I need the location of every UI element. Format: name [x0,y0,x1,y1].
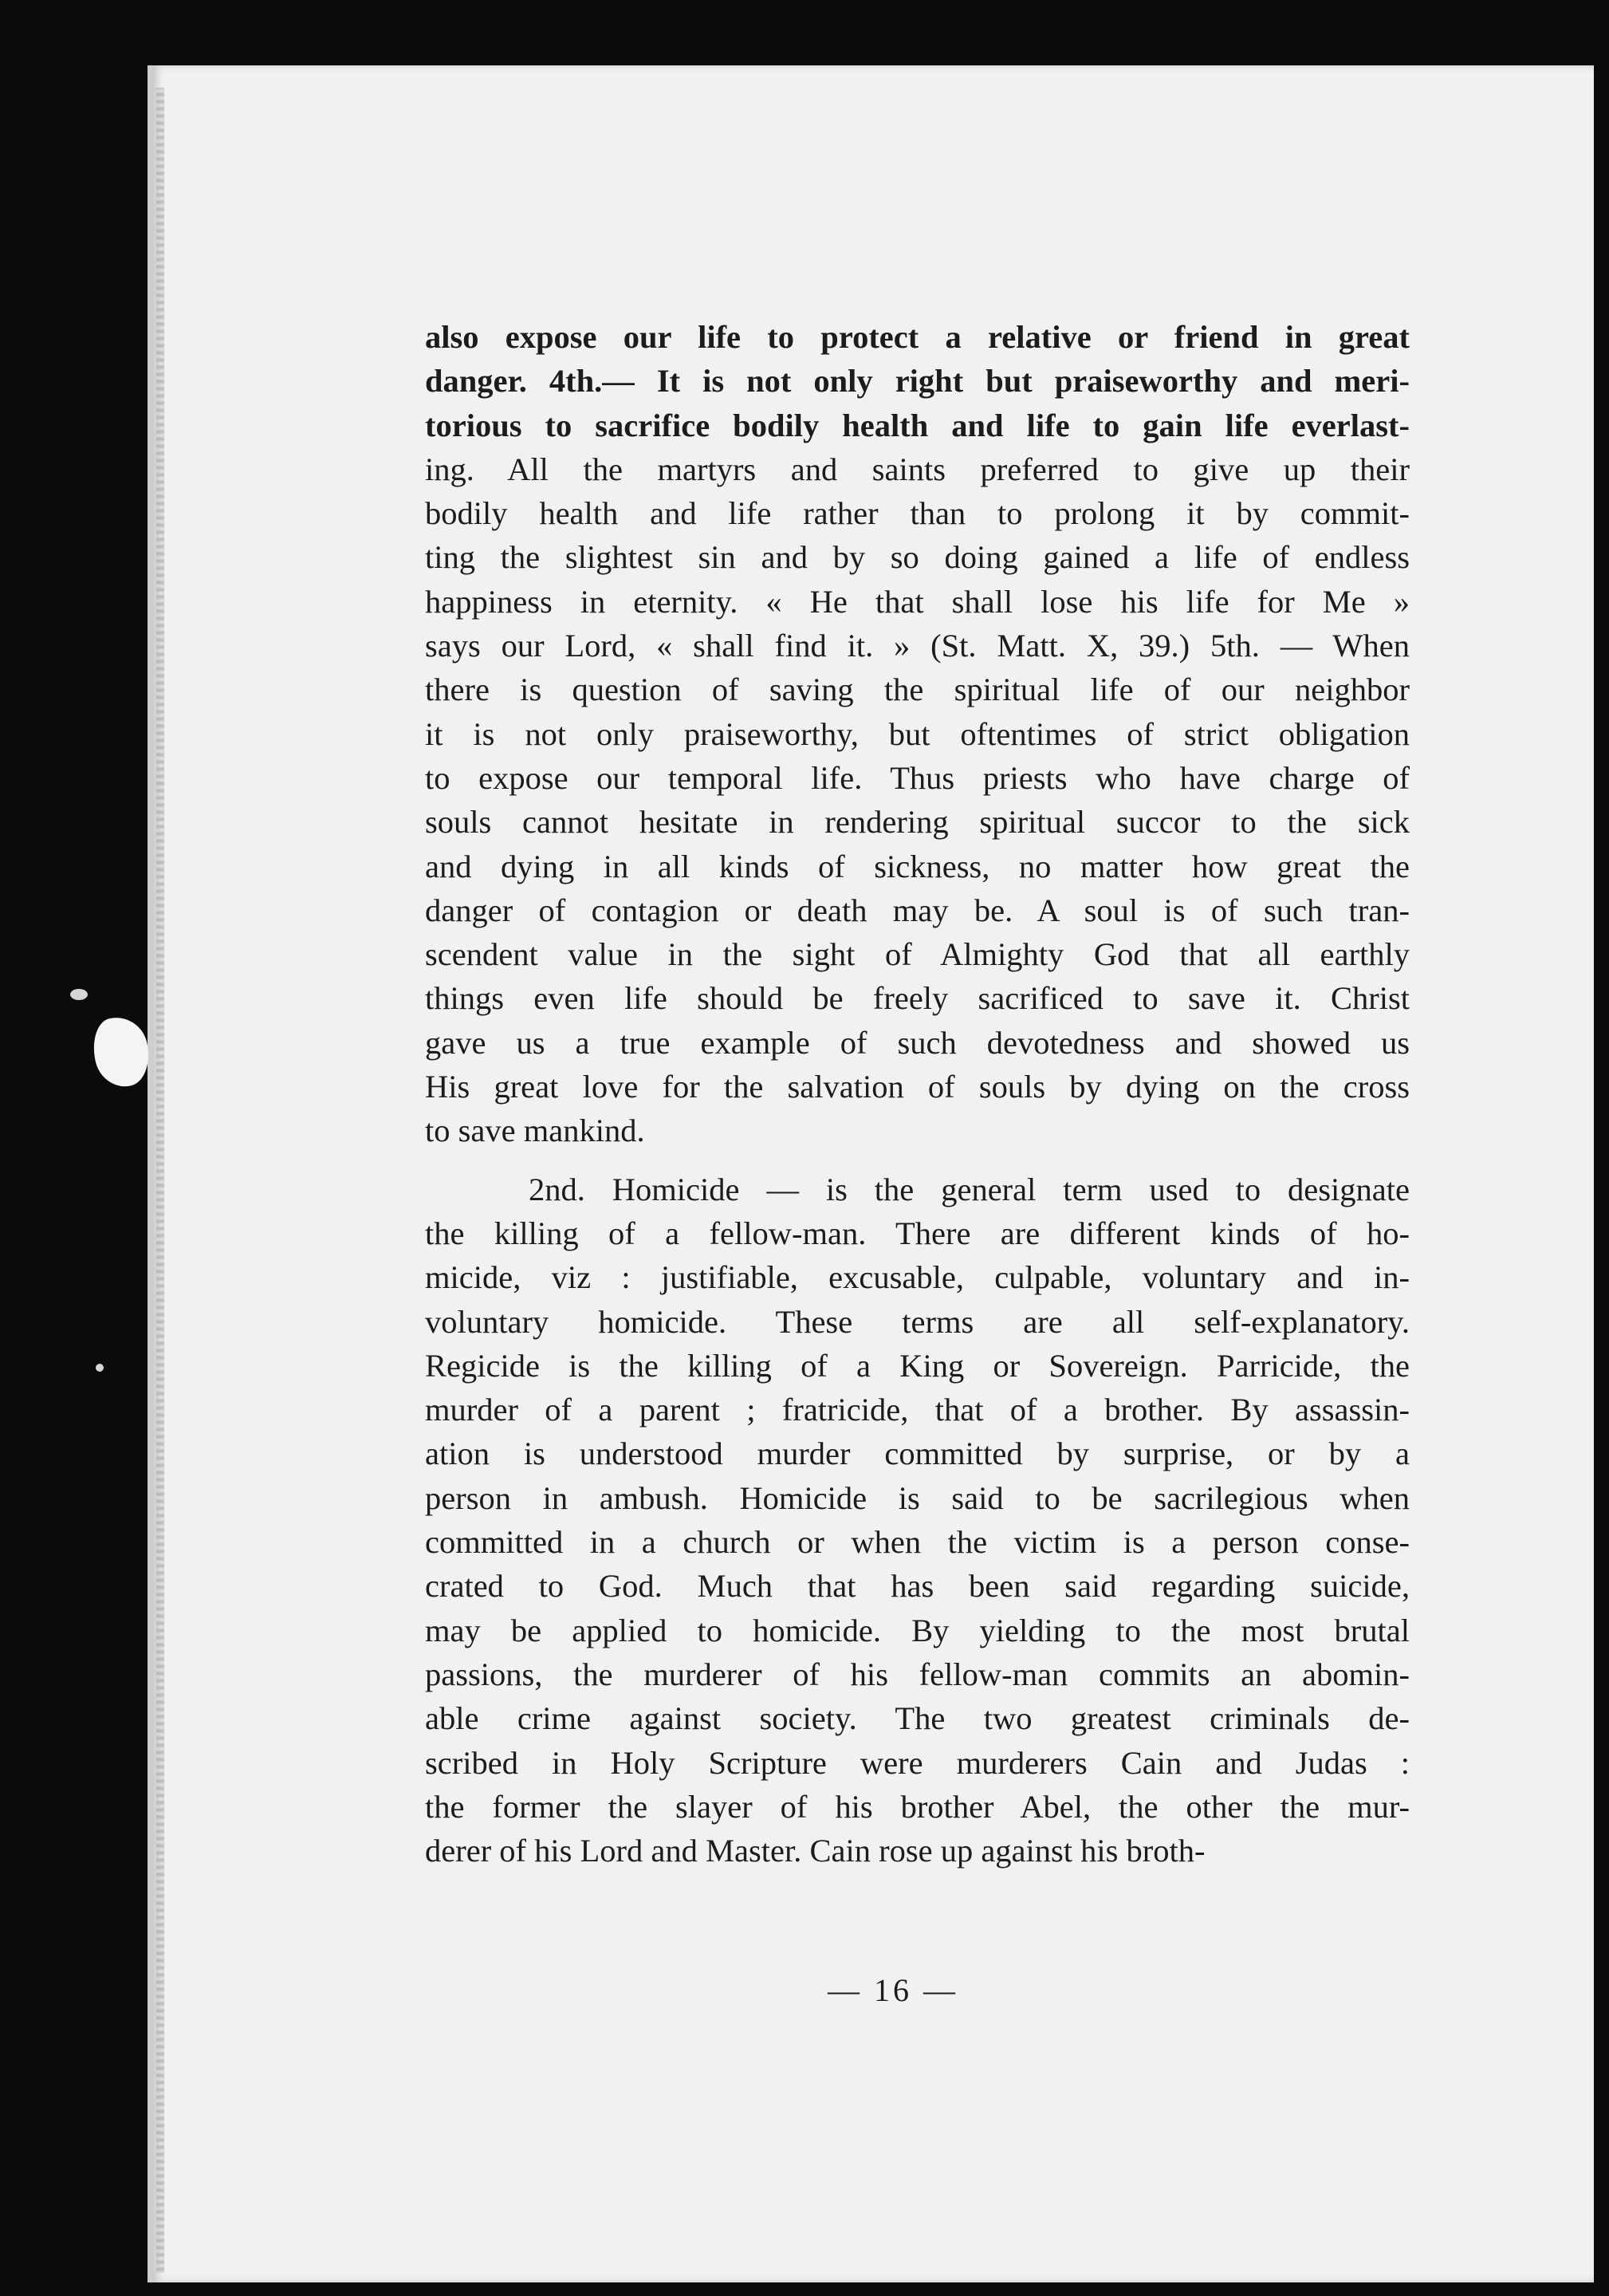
text-line: able crime against society. The two greatest criminals de- [425,1700,1410,1737]
text-line: danger of contagion or death may be. A soul is of such tran- [425,892,1410,928]
text-line: Regicide is the killing of a King or Sovereign. Parricide, the [425,1347,1410,1384]
text-line: passions, the murderer of his fellow-man commits an abomin- [425,1656,1410,1692]
text-line: it is not only praiseworthy, but oftentimes of strict obligation [425,715,1410,752]
text-line: His great love for the salvation of souls by dying on the cross [425,1069,1410,1105]
text-line: says our Lord, « shall find it. » (St. Matt. X, 39.) 5th. — When [425,628,1410,664]
body-text [425,315,1410,1873]
text-line: and dying in all kinds of sickness, no matter how great the [425,848,1410,884]
text-line: 2nd. Homicide — is the general term used to designate [529,1171,1410,1207]
text-line: souls cannot hesitate in rendering spiritual succor to the sick [425,804,1410,841]
text-line: danger. 4th.— It is not only right but praiseworthy and meri- [425,363,1410,400]
text-line: derer of his Lord and Master. Cain rose up against his broth- [425,1833,1206,1869]
text-line: micide, viz : justifiable, excusable, culpable, voluntary and in- [425,1259,1410,1296]
text-line: the killing of a fellow-man. There are different kinds of ho- [425,1215,1410,1251]
text-line: ation is understood murder committed by surprise, or by a [425,1435,1410,1472]
text-line: there is question of saving the spiritual life of our neighbor [425,671,1410,708]
margin-speck [96,1364,104,1372]
text-line: ting the slightest sin and by so doing gained a life of endless [425,539,1410,576]
text-line: happiness in eternity. « He that shall lose his life for Me » [425,583,1410,620]
paragraph-virtue [425,315,1410,1153]
text-line: bodily health and life rather than to prolong it by commit- [425,495,1410,532]
text-line: torious to sacrifice bodily health and life to gain life everlast- [425,407,1410,443]
text-line: to save mankind. [425,1113,645,1149]
text-line: committed in a church or when the victim is a person conse- [425,1524,1410,1561]
text-line: things even life should be freely sacrificed to save it. Christ [425,980,1410,1017]
text-line: the former the slayer of his brother Abel, the other the mur- [425,1788,1410,1825]
text-line: gave us a true example of such devotedness and showed us [425,1024,1410,1061]
margin-speck [70,989,88,1000]
text-line: to expose our temporal life. Thus priests who have charge of [425,759,1410,796]
text-line: person in ambush. Homicide is said to be sacrilegious when [425,1479,1410,1516]
paragraph-homicide [425,1168,1410,1873]
text-line: voluntary homicide. These terms are all self-explanatory. [425,1303,1410,1340]
text-line: ing. All the martyrs and saints preferred to give up their [425,451,1410,487]
text-line: also expose our life to protect a relative or friend in great [425,319,1410,355]
page-number: — 16 — [828,1972,958,2008]
text-line: scribed in Holy Scripture were murderers Cain and Judas : [425,1744,1410,1781]
text-line: scendent value in the sight of Almighty God that all earthly [425,936,1410,973]
text-line: crated to God. Much that has been said regarding suicide, [425,1568,1410,1605]
text-line: murder of a parent ; fratricide, that of a brother. By assassin- [425,1392,1410,1428]
text-line: may be applied to homicide. By yielding to the most brutal [425,1612,1410,1648]
page-binding-edge [156,88,164,2273]
